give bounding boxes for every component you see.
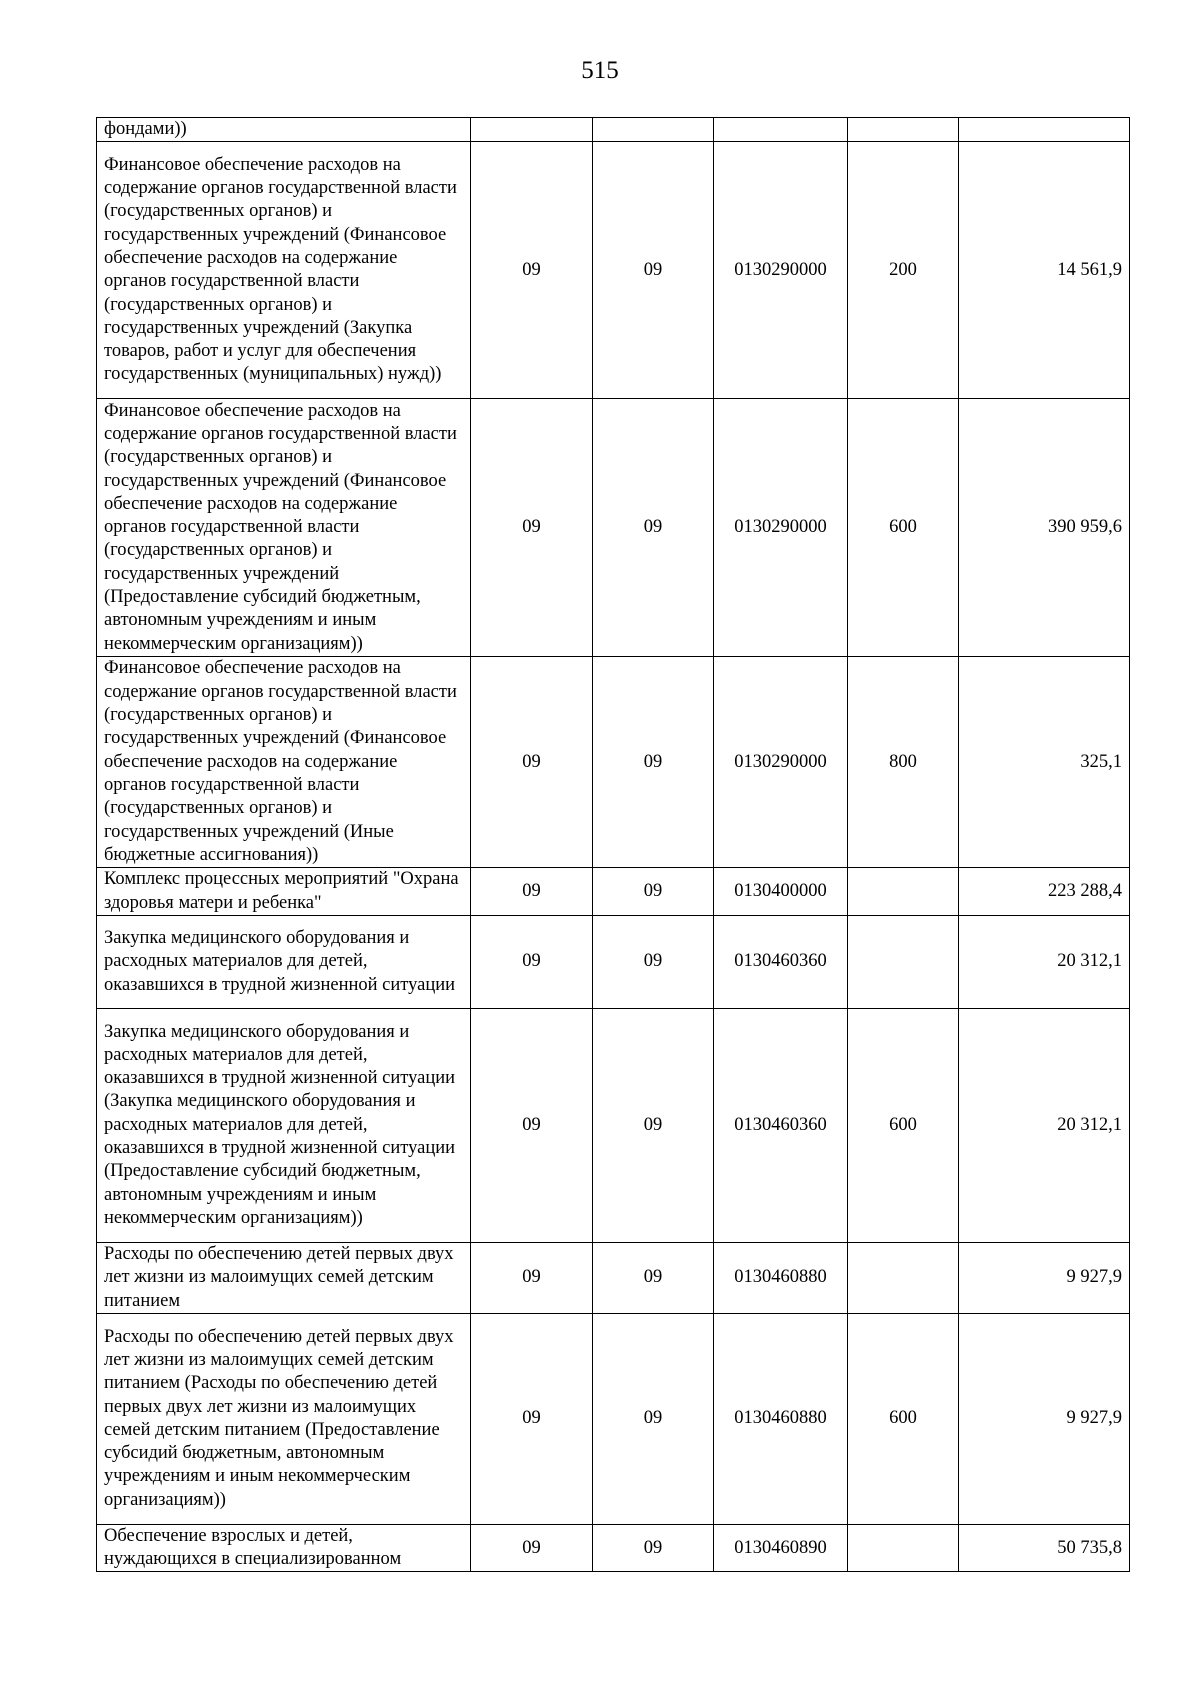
row-target: 0130460360 [714, 915, 848, 1008]
row-expense-type: 200 [848, 142, 959, 399]
row-section: 09 [471, 1313, 593, 1524]
row-subsection: 09 [593, 1242, 714, 1313]
row-amount: 14 561,9 [959, 142, 1130, 399]
row-amount [959, 118, 1130, 142]
table-row [97, 118, 1130, 142]
row-name: Расходы по обеспечению детей первых двух лет жизни из малоимущих семей детским питанием (Расходы по обеспечению детей первых двух лет жизни из малоимущих семей детским питанием (Предоставление субсидий бюджетным, автономным учреждениям и иным некоммерческим организациям)) [97, 1313, 471, 1524]
row-amount: 20 312,1 [959, 1008, 1130, 1242]
row-target: 0130460880 [714, 1242, 848, 1313]
row-target: 0130290000 [714, 657, 848, 868]
row-section: 09 [471, 915, 593, 1008]
row-expense-type: 600 [848, 399, 959, 657]
row-target [714, 118, 848, 142]
row-name: Комплекс процессных мероприятий "Охрана здоровья матери и ребенка" [97, 868, 471, 916]
table-row [97, 657, 1130, 868]
row-target: 0130290000 [714, 142, 848, 399]
page-number: 515 [581, 57, 619, 84]
row-subsection: 09 [593, 657, 714, 868]
row-name: Обеспечение взрослых и детей, нуждающихся в специализированном [97, 1524, 471, 1572]
table-row [97, 1524, 1130, 1572]
row-section: 09 [471, 142, 593, 399]
table-row [97, 399, 1130, 657]
row-subsection: 09 [593, 1008, 714, 1242]
row-expense-type: 800 [848, 657, 959, 868]
row-amount: 20 312,1 [959, 915, 1130, 1008]
row-subsection: 09 [593, 399, 714, 657]
row-amount: 390 959,6 [959, 399, 1130, 657]
row-name: фондами)) [97, 118, 471, 142]
row-expense-type [848, 868, 959, 916]
row-amount: 9 927,9 [959, 1313, 1130, 1524]
table-row [97, 1242, 1130, 1313]
row-section: 09 [471, 1008, 593, 1242]
row-name: Финансовое обеспечение расходов на содержание органов государственной власти (государственных органов) и государственных учреждений (Финансовое обеспечение расходов на содержание органов государственной власти (государственных органов) и государственных учреждений (Предоставление субсидий бюджетным, автономным учреждениям и иным некоммерческим организациям)) [97, 399, 471, 657]
row-subsection: 09 [593, 915, 714, 1008]
table-row [97, 142, 1130, 399]
table-row [97, 868, 1130, 916]
row-target: 0130460880 [714, 1313, 848, 1524]
row-subsection: 09 [593, 142, 714, 399]
row-target: 0130460360 [714, 1008, 848, 1242]
row-expense-type: 600 [848, 1313, 959, 1524]
row-target: 0130400000 [714, 868, 848, 916]
budget-table [96, 117, 1130, 1572]
row-name: Расходы по обеспечению детей первых двух лет жизни из малоимущих семей детским питанием [97, 1242, 471, 1313]
row-section: 09 [471, 1242, 593, 1313]
row-amount: 325,1 [959, 657, 1130, 868]
row-expense-type: 600 [848, 1008, 959, 1242]
row-target: 0130290000 [714, 399, 848, 657]
row-name: Закупка медицинского оборудования и расходных материалов для детей, оказавшихся в трудной жизненной ситуации (Закупка медицинского оборудования и расходных материалов для детей, оказавшихся в трудной жизненной ситуации (Предоставление субсидий бюджетным, автономным учреждениям и иным некоммерческим организациям)) [97, 1008, 471, 1242]
row-expense-type [848, 118, 959, 142]
row-amount: 9 927,9 [959, 1242, 1130, 1313]
row-name: Финансовое обеспечение расходов на содержание органов государственной власти (государственных органов) и государственных учреждений (Финансовое обеспечение расходов на содержание органов государственной власти (государственных органов) и государственных учреждений (Иные бюджетные ассигнования)) [97, 657, 471, 868]
table-row [97, 915, 1130, 1008]
row-amount: 50 735,8 [959, 1524, 1130, 1572]
row-section [471, 118, 593, 142]
row-subsection: 09 [593, 1524, 714, 1572]
row-section: 09 [471, 399, 593, 657]
row-expense-type [848, 1242, 959, 1313]
row-section: 09 [471, 1524, 593, 1572]
row-section: 09 [471, 868, 593, 916]
row-name: Закупка медицинского оборудования и расходных материалов для детей, оказавшихся в трудной жизненной ситуации [97, 915, 471, 1008]
table-row [97, 1313, 1130, 1524]
row-expense-type [848, 915, 959, 1008]
row-subsection: 09 [593, 1313, 714, 1524]
row-target: 0130460890 [714, 1524, 848, 1572]
row-name: Финансовое обеспечение расходов на содержание органов государственной власти (государственных органов) и государственных учреждений (Финансовое обеспечение расходов на содержание органов государственной власти (государственных органов) и государственных учреждений (Закупка товаров, работ и услуг для обеспечения государственных (муниципальных) нужд)) [97, 142, 471, 399]
row-section: 09 [471, 657, 593, 868]
row-subsection [593, 118, 714, 142]
row-subsection: 09 [593, 868, 714, 916]
table-row [97, 1008, 1130, 1242]
row-expense-type [848, 1524, 959, 1572]
row-amount: 223 288,4 [959, 868, 1130, 916]
